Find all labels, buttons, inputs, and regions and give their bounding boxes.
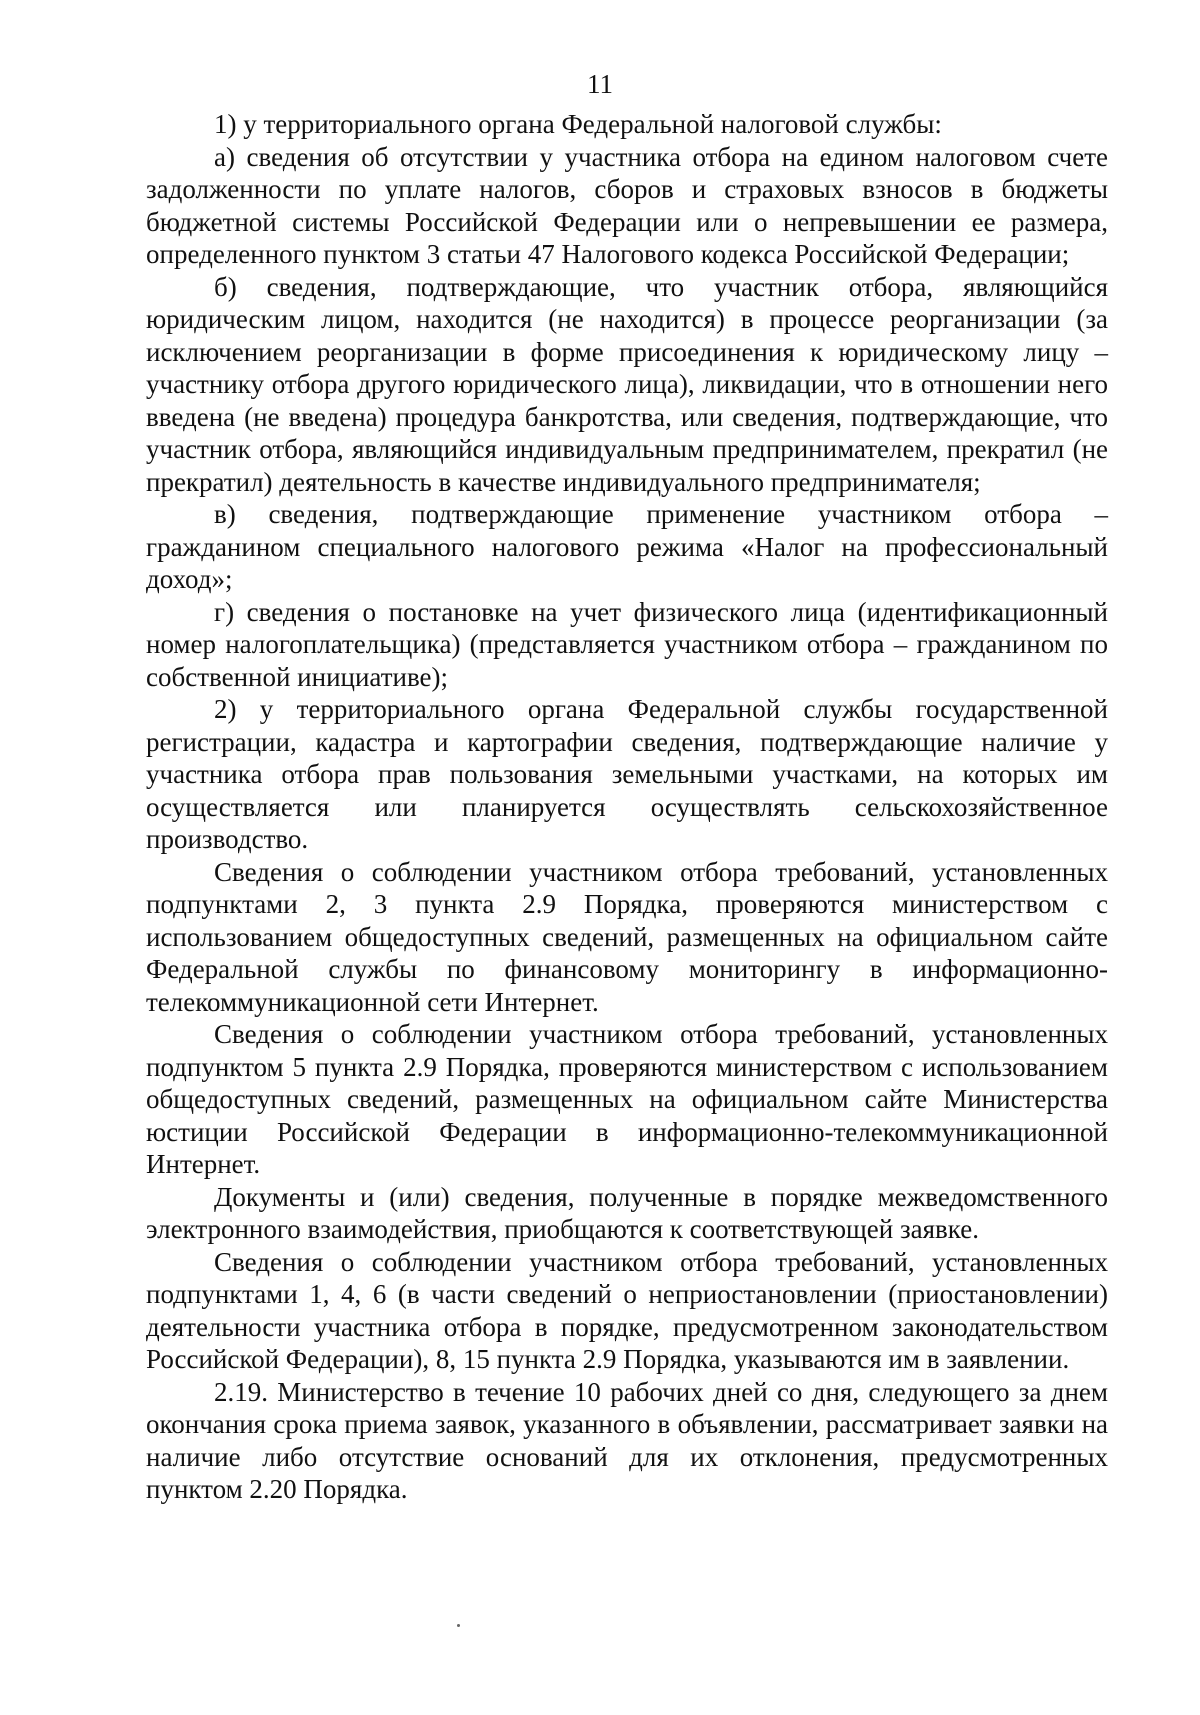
paragraph-item-g: г) сведения о постановке на учет физического лица (идентификационный номер налогоплательщика) (представляется участником отбора – гражданином по собственной инициативе);	[146, 596, 1108, 692]
paragraph-item-v: в) сведения, подтверждающие применение участником отбора – гражданином специального налогового режима «Налог на профессиональный доход»;	[146, 499, 1108, 594]
paragraph-rosfinmonitoring: Сведения о соблюдении участником отбора требований, установленных подпунктами 2, 3 пункта 2.9 Порядка, проверяются министерством с использованием общедоступных сведений, размещенных на официальном сайте Федеральной службы по финансовому мониторингу в информационно-телекоммуникационной сети Интернет.	[146, 856, 1108, 1017]
document-body	[146, 108, 1108, 1506]
paragraph-item-a: а) сведения об отсутствии у участника отбора на едином налоговом счете задолженности по уплате налогов, сборов и страховых взносов в бюджеты бюджетной системы Российской Федерации или о непревышении ее размера, определенного пунктом 3 статьи 47 Налогового кодекса Российской Федерации;	[146, 141, 1108, 269]
scan-speck	[457, 1624, 460, 1627]
paragraph-item-b: б) сведения, подтверждающие, что участник отбора, являющийся юридическим лицом, находится (не находится) в процессе реорганизации (за исключением реорганизации в форме присоединения к юридическому лицу – участнику отбора другого юридического лица), ликвидации, что в отношении него введена (не введена) процедура банкротства, или сведения, подтверждающие, что участник отбора, являющийся индивидуальным предпринимателем, прекратил (не прекратил) деятельность в качестве индивидуального предпринимателя;	[146, 271, 1108, 497]
paragraph-fns-intro: 1) у территориального органа Федеральной налоговой службы:	[214, 109, 942, 139]
paragraph-2-19: 2.19. Министерство в течение 10 рабочих дней со дня, следующего за днем окончания срока приема заявок, указанного в объявлении, рассматривает заявки на наличие либо отсутствие оснований для их отклонения, предусмотренных пунктом 2.20 Порядка.	[146, 1376, 1108, 1504]
paragraph-interagency: Документы и (или) сведения, полученные в порядке межведомственного электронного взаимодействия, приобщаются к соответствующей заявке.	[146, 1181, 1108, 1244]
paragraph-rosreestr: 2) у территориального органа Федеральной службы государственной регистрации, кадастра и картографии сведения, подтверждающие наличие у участника отбора прав пользования земельными участками, на которых им осуществляется или планируется осуществлять сельскохозяйственное производство.	[146, 694, 1108, 854]
page-number: 11	[587, 69, 613, 99]
paragraph-application-statement: Сведения о соблюдении участником отбора требований, установленных подпунктами 1, 4, 6 (в части сведений о неприостановлении (приостановлении) деятельности участника отбора в порядке, предусмотренном законодательством Российской Федерации), 8, 15 пункта 2.9 Порядка, указываются им в заявлении.	[146, 1246, 1108, 1374]
paragraph-minjust: Сведения о соблюдении участником отбора требований, установленных подпунктом 5 пункта 2.9 Порядка, проверяются министерством с использованием общедоступных сведений, размещенных на официальном сайте Министерства юстиции Российской Федерации в информационно-телекоммуникационной Интернет.	[146, 1019, 1108, 1179]
